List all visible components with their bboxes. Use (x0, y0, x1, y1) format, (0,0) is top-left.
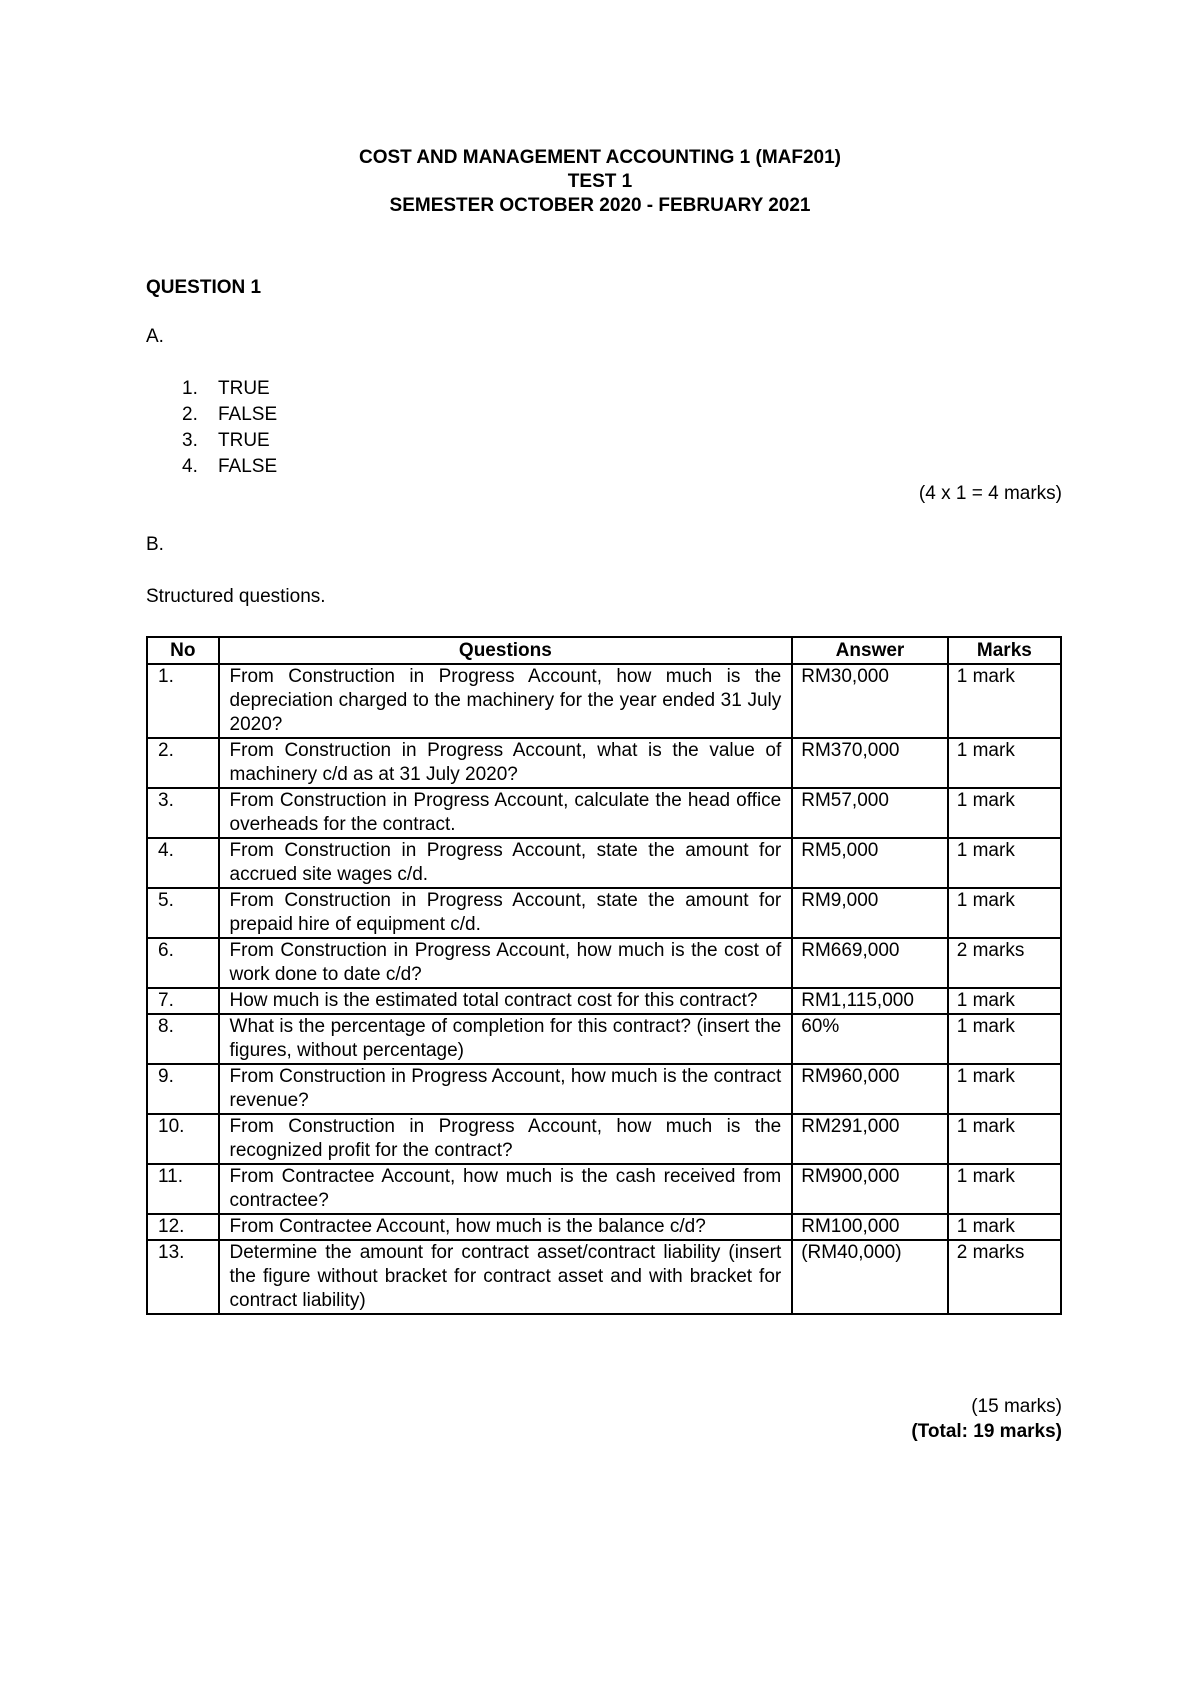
table-row: 11. From Contractee Account, how much is the cash received from contractee? RM900,000 1 mark (147, 1164, 1061, 1214)
section-a-marks: (4 x 1 = 4 marks) (918, 483, 1062, 504)
header-questions: Questions (219, 637, 793, 664)
question-heading: QUESTION 1 (146, 277, 262, 298)
semester-title: SEMESTER OCTOBER 2020 - FEBRUARY 2021 (389, 195, 811, 216)
section-b-label: B. (146, 534, 164, 555)
table-row: 8. What is the percentage of completion for this contract? (insert the figures, without percentage) 60% 1 mark (147, 1014, 1061, 1064)
course-title: COST AND MANAGEMENT ACCOUNTING 1 (MAF201) (358, 147, 842, 168)
test-title: TEST 1 (567, 171, 633, 192)
list-item: 3. TRUE (182, 430, 270, 451)
section-a-label: A. (146, 326, 164, 347)
list-item: 4. FALSE (182, 456, 278, 477)
table-row: 9. From Construction in Progress Account, how much is the contract revenue? RM960,000 1 mark (147, 1064, 1061, 1114)
list-item: 2. FALSE (182, 404, 278, 425)
table-row: 5. From Construction in Progress Account, state the amount for prepaid hire of equipment c/d. RM9,000 1 mark (147, 888, 1061, 938)
table-row: 12. From Contractee Account, how much is the balance c/d? RM100,000 1 mark (147, 1214, 1061, 1240)
table-row: 2. From Construction in Progress Account, what is the value of machinery c/d as at 31 July 2020? RM370,000 1 mark (147, 738, 1061, 788)
table-row: 7. How much is the estimated total contract cost for this contract? RM1,115,000 1 mark (147, 988, 1061, 1014)
table-row: 13. Determine the amount for contract asset/contract liability (insert the figure without bracket for contract asset and with bracket for contract liability) (RM40,000) 2 marks (147, 1240, 1061, 1314)
true-false-list (182, 376, 277, 480)
header-answer: Answer (792, 637, 948, 664)
table-row: 6. From Construction in Progress Account, how much is the cost of work done to date c/d? RM669,000 2 marks (147, 938, 1061, 988)
grand-total-marks: (Total: 19 marks) (911, 1421, 1062, 1442)
table-row: 3. From Construction in Progress Account, calculate the head office overheads for the contract. RM57,000 1 mark (147, 788, 1061, 838)
structured-questions-table (146, 636, 1062, 1315)
header-no: No (147, 637, 219, 664)
table-row: 4. From Construction in Progress Account, state the amount for accrued site wages c/d. RM5,000 1 mark (147, 838, 1061, 888)
structured-intro: Structured questions. (146, 586, 326, 607)
table-row: 10. From Construction in Progress Account, how much is the recognized profit for the contract? RM291,000 1 mark (147, 1114, 1061, 1164)
table-header-row (147, 637, 1061, 664)
section-b-marks: (15 marks) (971, 1396, 1062, 1417)
table-row: 1. From Construction in Progress Account, how much is the depreciation charged to the machinery for the year ended 31 July 2020? RM30,000 1 mark (147, 664, 1061, 738)
header-marks: Marks (948, 637, 1061, 664)
list-item: 1. TRUE (182, 378, 270, 399)
document-header (0, 146, 1200, 218)
